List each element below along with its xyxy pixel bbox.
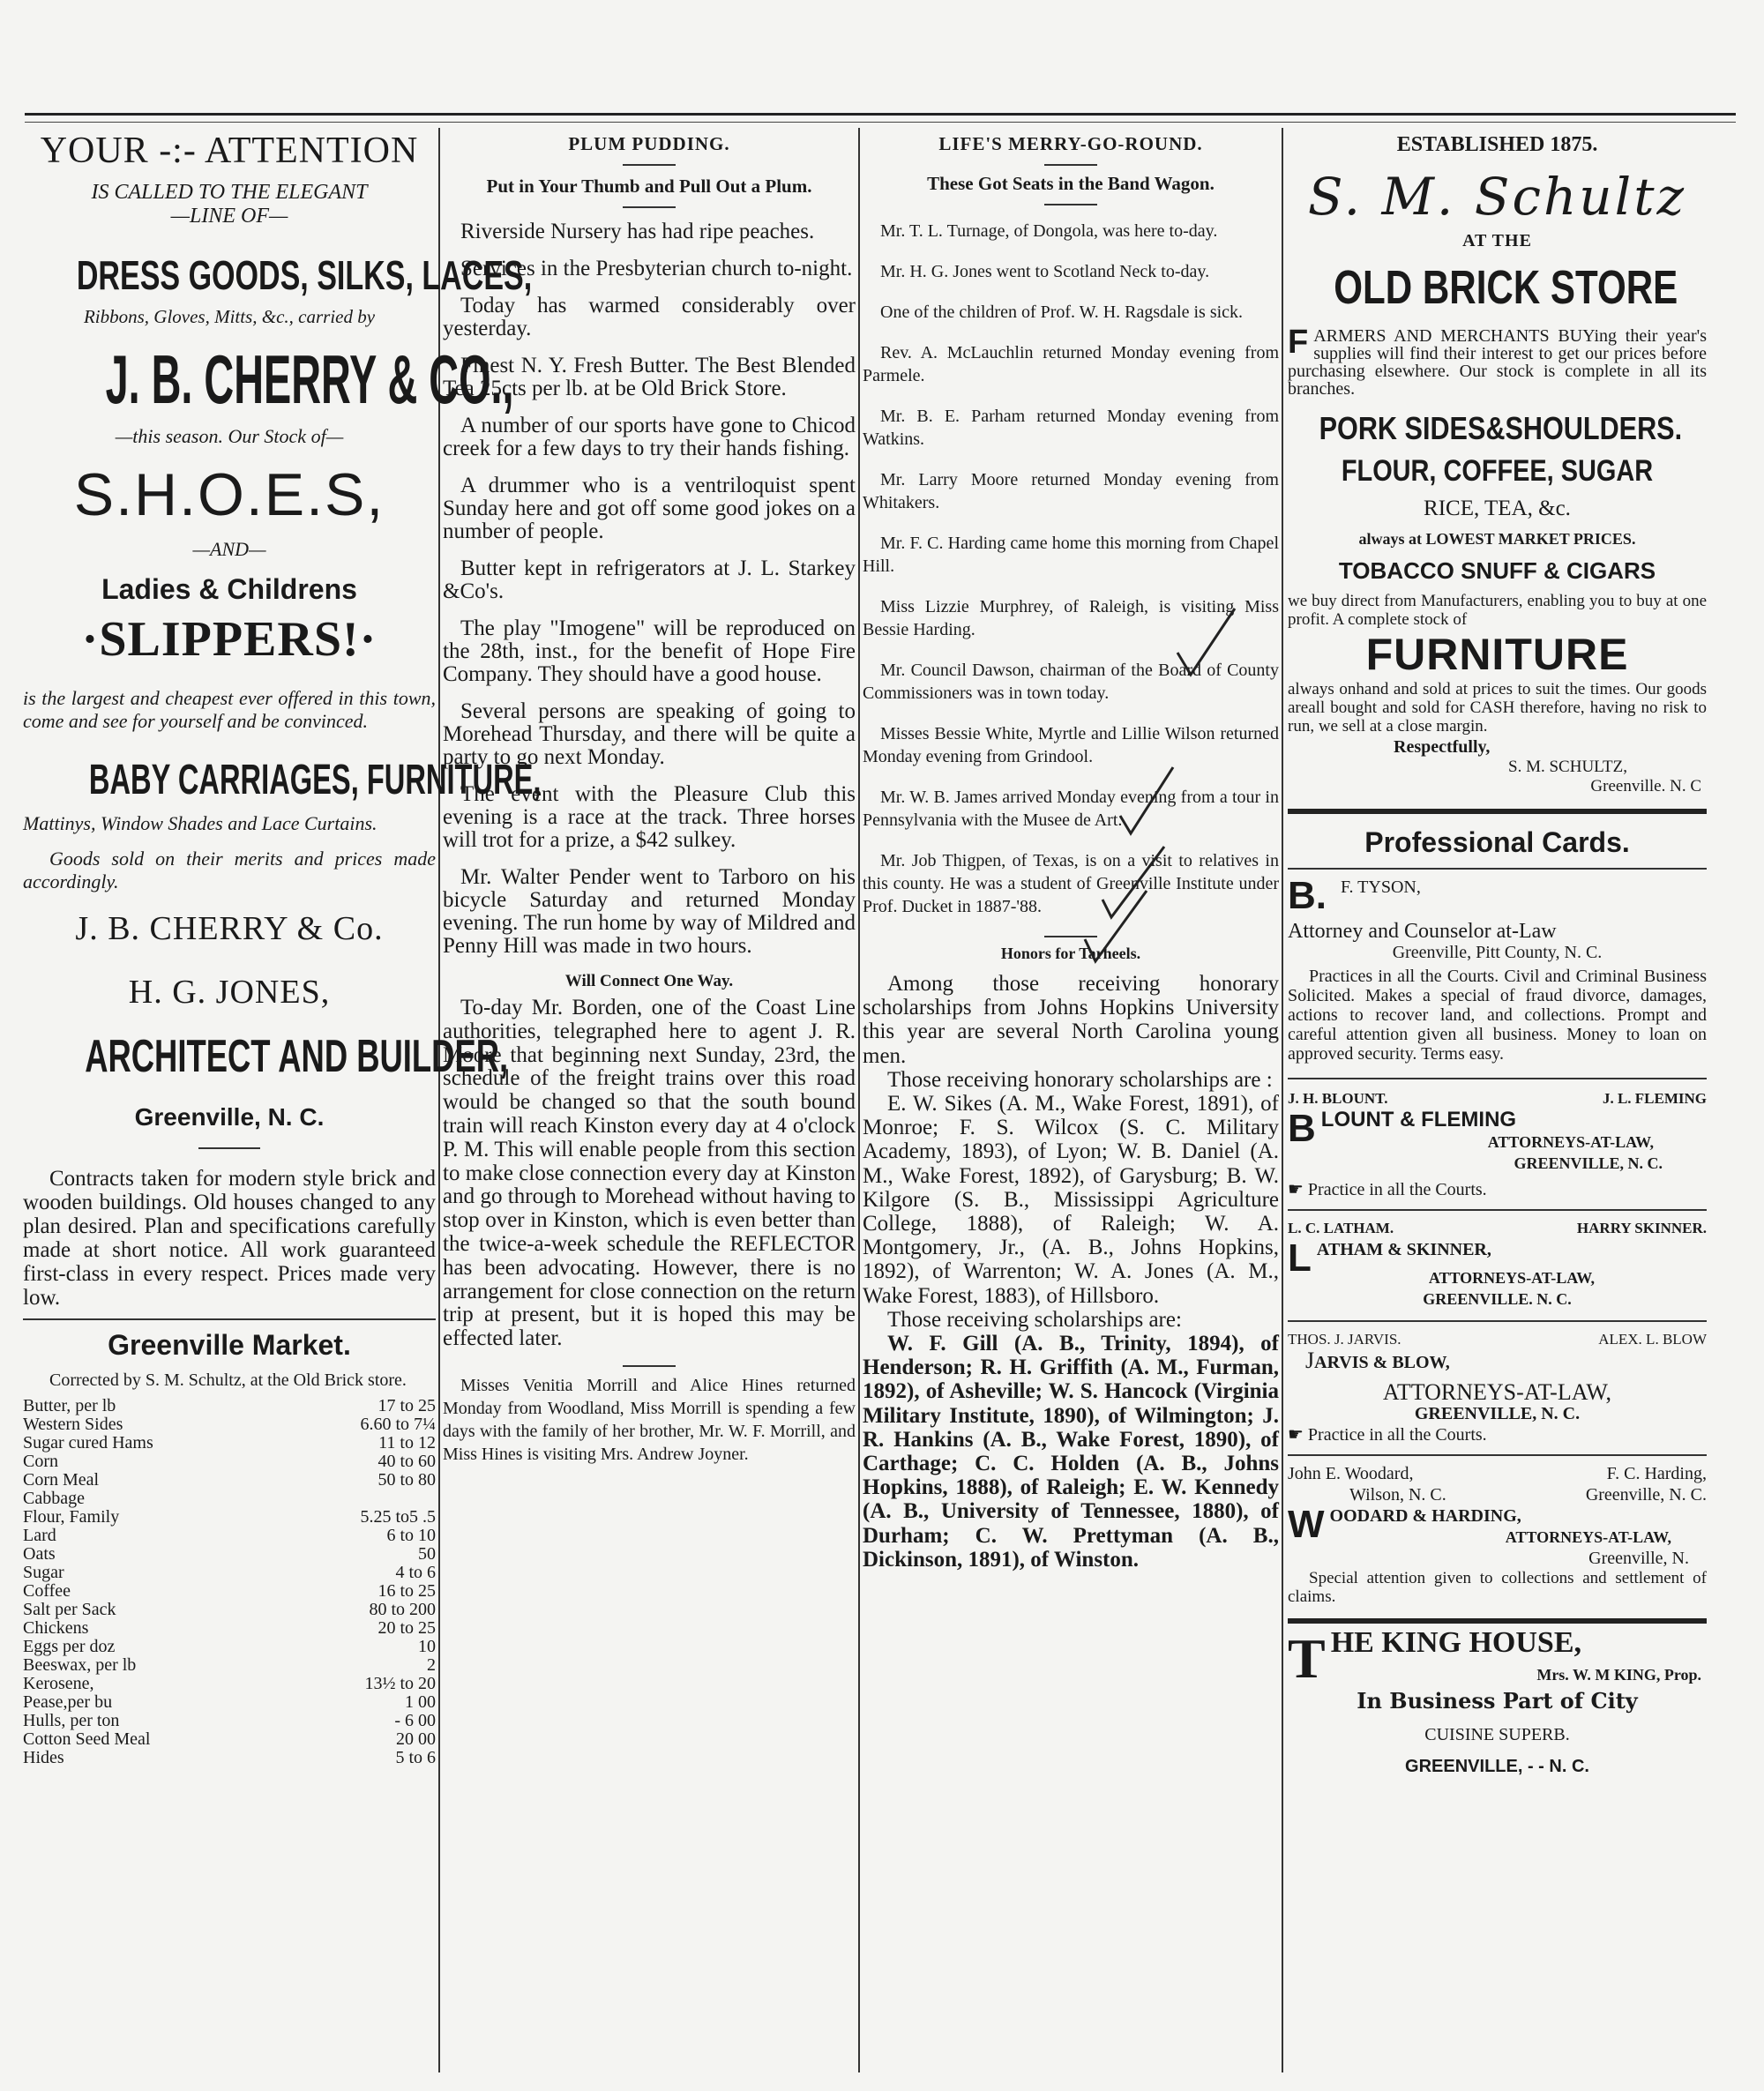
market-row [23,1656,436,1675]
personal-item: Mr. Job Thigpen, of Texas, is on a visit to relatives in this county. He was a student of Greenville Institute under Prof. Ducket in 1887-'88. [863,851,1279,916]
column-divider [438,128,440,2072]
plum-item: Finest N. Y. Fresh Butter. The Best Blended Tea 25cts per lb. at be Old Brick Store. [443,354,856,400]
market-row [23,1582,436,1601]
ad-subline: IS CALLED TO THE ELEGANT [91,181,368,204]
market-price: 2 [427,1655,436,1675]
column-plum-pudding [443,128,856,2081]
personal-item: Mr. T. L. Turnage, of Dongola, was here to-day. [880,221,1218,241]
honors-para-4: Those receiving scholarships are: [887,1307,1182,1332]
plum-item: Services in the Presbyterian church to-night. [460,257,853,280]
always-lowest-line: always at LOWEST MARKET PRICES. [1358,530,1636,548]
market-row [23,1619,436,1638]
personal-item: One of the children of Prof. W. H. Ragsdale is sick. [880,302,1244,322]
plum-item: A number of our sports have gone to Chicod creek for a few days to try their hands fishing. [443,414,856,460]
dress-goods-heading: DRESS GOODS, SILKS, LACES, [76,252,533,298]
market-row [23,1712,436,1730]
old-brick-store-heading: OLD BRICK STORE [1334,261,1678,314]
column-divider [1282,128,1283,2072]
market-row [23,1730,436,1749]
pencil-checkmarks [1076,547,1305,1041]
market-price: 20 to 25 [377,1618,436,1638]
personal-item: Mr. H. G. Jones went to Scotland Neck to-day. [880,262,1210,281]
honors-title: Honors for Tarheels. [1000,945,1141,962]
market-price: 6.60 to 7¼ [360,1415,436,1434]
schultz-signature: S. M. SCHULTZ, [1508,758,1627,776]
market-item: Corn [23,1452,58,1471]
section-title: LIFE'S MERRY-GO-ROUND. [938,133,1203,154]
market-item: Hulls, per ton [23,1711,120,1730]
market-item: Sugar [23,1563,64,1582]
honors-para-3: E. W. Sikes (A. M., Wake Forest, 1891), of Monroe; F. S. Wilcox (S. C. Military Academy, 1893), of Lyon; W. B. Daniel (A. M., Wake Forest, 1892), of Garysburg; B. W. Kilgore (S. B., Mississippi Agriculture College, 1888), of Raleigh; W. A. Montgomery, Jr., (A. B., Johns Hopkins, 1892), of Warrenton; W. A. Jones (A. M., Wake Forest, 1883), of Hillsboro. [863,1092,1279,1308]
market-row [23,1675,436,1693]
plum-item: The play "Imogene" will be reproduced on the 28th, inst., for the benefit of Hope Fire Company. They should have a good house. [443,616,856,686]
market-row [23,1508,436,1527]
tyson-card: B. F. TYSON, Attorney and Counselor at-Law Greenville, Pitt County, N. C. Practices in all the Courts. Civil and Criminal Business Solicited. Makes a special of fraud divorce, damages, actions to recover land, and collections. Prompt and careful attention given all business. Money to loan on approved security. Terms easy. [1288,874,1707,1064]
market-row [23,1601,436,1619]
established-line: ESTABLISHED 1875. [1396,133,1598,156]
architect-builder-heading: ARCHITECT AND BUILDER, [85,1031,509,1082]
market-row [23,1415,436,1434]
slippers-heading: ·SLIPPERS!· [81,612,377,667]
market-price: 13½ to 20 [364,1674,436,1693]
personal-item: Rev. A. McLauchlin returned Monday evening from Parmele. [863,343,1279,385]
divider [23,1318,436,1320]
market-row [23,1564,436,1582]
top-rule-thin [25,122,1736,123]
plum-item: Mr. Walter Pender went to Tarboro on his bicycle Saturday and returned Monday evening. The run home by way of Mildred and Penny Hill was made in two hours. [443,865,856,958]
market-item: Western Sides [23,1415,123,1434]
plum-items [443,220,856,958]
honors-para-1: Among those receiving honorary scholarships from Johns Hopkins University this year are several North Carolina young men. [863,972,1279,1068]
cherry-co-heading: J. B. CHERRY & CO., [105,340,514,418]
column-merry-go-round [863,128,1279,2081]
market-price: - 6 00 [394,1711,436,1730]
furniture-heading: FURNITURE [1365,630,1629,679]
divider [1288,809,1707,814]
ladies-childrens: Ladies & Childrens [101,573,357,605]
cherry-signature: J. B. CHERRY & Co. [75,910,384,947]
divider [1288,868,1707,870]
plum-item: The event with the Pleasure Club this evening is a race at the track. Three horses will trot for a prize, a $42 sulkey. [443,782,856,852]
buy-direct-text: we buy direct from Manufacturers, enabling you to buy at one profit. A complete stock of [1288,592,1707,629]
divider [198,1147,260,1149]
and-line: —AND— [192,538,266,560]
personal-item: Mr. Larry Moore returned Monday evening from Whitakers. [863,470,1279,512]
personal-item: Mr. Council Dawson, chairman of the Board of County Commissioners was in town today. [863,661,1279,703]
market-item: Corn Meal [23,1470,100,1490]
section-subtitle: Put in Your Thumb and Pull Out a Plum. [486,175,812,197]
market-row [23,1434,436,1452]
honors-para-2: Those receiving honorary scholarships are : [887,1067,1273,1092]
blount-card: J. H. BLOUNT. J. L. FLEMING BLOUNT & FLEMING ATTORNEYS-AT-LAW, GREENVILLE, N. C. ☛ Practice in all the Courts. [1288,1090,1707,1199]
pork-heading: PORK SIDES&SHOULDERS. [1319,410,1683,446]
plum-item: Today has warmed considerably over yesterday. [443,294,856,340]
divider [1288,1209,1707,1211]
flour-heading: FLOUR, COFFEE, SUGAR [1341,454,1654,488]
king-house-card: THE KING HOUSE, Mrs. W. M KING, Prop. In Business Part of City CUISINE SUPERB. GREENVILLE, - - N. C. [1288,1626,1701,1776]
plum-item: Butter kept in refrigerators at J. L. Starkey &Co's. [443,556,856,603]
at-the-line: AT THE [1462,231,1532,250]
ad-headline: YOUR -:- ATTENTION [40,131,419,171]
market-item: Pease,per bu [23,1692,113,1712]
borden-article: To-day Mr. Borden, one of the Coast Line authorities, telegraphed here to agent J. R. Moore that beginning next Sunday, 23rd, the schedule of the freight trains over this road would be changed so that the south bound train will reach Kinston every day at 4 o'clock P. M. This will enable people from this section to make close connection every day at Kinston and go through to Morehead without having to stop over in Kinston, which is even better than the twice-a-week schedule the REFLECTOR has been advocating. However, there is no arrangement for close connection on the return trip at present, but it is hoped this may be effected later. [443,996,856,1351]
section-subtitle: These Got Seats in the Band Wagon. [927,173,1215,194]
market-row [23,1452,436,1471]
schultz-script-logo: S. M. Schultz [1307,167,1687,227]
section-title: PLUM PUDDING. [568,133,730,154]
market-price: 17 to 25 [377,1396,436,1415]
always-onhand-text: always onhand and sold at prices to suit the times. Our goods areall bought and sold for CASH therefore, having no risk to run, we sell at a close margin. [1288,680,1707,736]
goods-sold-line: Goods sold on their merits and prices made accordingly. [23,848,436,892]
market-price: 4 to 6 [395,1563,436,1582]
this-season-line: —this season. Our Stock of— [115,425,344,447]
divider [623,164,676,166]
divider [1288,1320,1707,1322]
market-price: 40 to 60 [377,1452,436,1471]
market-price: 6 to 10 [386,1526,436,1545]
jarvis-card: THOS. J. JARVIS. ALEX. L. BLOW JARVIS & BLOW, ATTORNEYS-AT-LAW, GREENVILLE, N. C. ☛ Practice in all the Courts. [1288,1331,1707,1445]
professional-cards-title: Professional Cards. [1364,826,1630,858]
market-row [23,1397,436,1415]
plum-item: Several persons are speaking of going to Morehead Thursday, and there will be quite a party to go next Monday. [443,699,856,769]
market-row [23,1638,436,1656]
largest-cheapest: is the largest and cheapest ever offered in this town, come and see for yourself and be convinced. [23,687,436,732]
market-item: Flour, Family [23,1507,120,1527]
market-row [23,1527,436,1545]
ad-line-of: —LINE OF— [170,205,288,228]
personal-item: Mr. W. B. James arrived Monday evening from a tour in Pennsylvania with the Musee de Art. [863,788,1279,830]
market-price: 5.25 to5 .5 [360,1507,436,1527]
jones-name: H. G. JONES, [128,974,331,1011]
market-item: Salt per Sack [23,1600,116,1619]
divider [623,1365,676,1367]
divider [1288,1618,1707,1624]
honors-para-5: W. F. Gill (A. B., Trinity, 1894), of Henderson; R. H. Griffith (A. M., Furman, 1892), of Asheville; W. S. Hancock (Virginia Military Institute, 1890), of Wilmington; J. R. Hankins (A. B., Wake Forest, 1890), of Carthage; C. C. Holden (A. B., Johns Hopkins, 1888), of Raleigh; E. W. Kennedy (A. B., University of Tennessee, 1880), of Durham; C. W. Prettyman (A. B., Dickinson, 1891), of Winston. [863,1332,1279,1572]
column-cherry-ad [23,128,542,2081]
contracts-text: Contracts taken for modern style brick and wooden buildings. Old houses changed to any plan desired. Plan and specifications carefully made at short notice. All work guaranteed first-class in every respect. Prices made very low. [23,1167,436,1310]
baby-carriages-heading: BABY CARRIAGES, FURNITURE, [88,757,542,803]
market-row [23,1693,436,1712]
market-price: 50 [418,1544,436,1564]
market-item: Butter, per lb [23,1396,116,1415]
market-item: Coffee [23,1581,71,1601]
market-price: 10 [418,1637,436,1656]
market-price: 16 to 25 [377,1581,436,1601]
market-table [23,1397,436,1767]
schultz-place: Greenville. N. C [1590,777,1701,795]
market-price: 50 to 80 [377,1470,436,1490]
market-item: Cotton Seed Meal [23,1729,151,1749]
personal-item: Misses Bessie White, Myrtle and Lillie Wilson returned Monday evening from Grindool. [863,724,1279,766]
market-title: Greenville Market. [108,1329,351,1361]
column-divider [858,128,860,2072]
personal-item: Mr. F. C. Harding came home this morning from Chapel Hill. [863,534,1279,576]
market-price: 1 00 [405,1692,436,1712]
greenville-line: Greenville, N. C. [134,1103,325,1131]
tobacco-heading: TOBACCO SNUFF & CIGARS [1338,557,1656,584]
market-item: Kerosene, [23,1674,94,1693]
divider [623,206,676,208]
column-schultz-cards [1288,128,1707,2081]
market-price: 5 to 6 [395,1748,436,1767]
drop-cap: F [1288,324,1309,361]
market-row [23,1471,436,1490]
divider [1044,164,1097,166]
divider [1044,204,1097,205]
market-row [23,1749,436,1767]
market-item: Oats [23,1544,56,1564]
ribbons-line: Ribbons, Gloves, Mitts, &c., carried by [83,306,376,327]
shoes-heading: S.H.O.E.S, [73,461,385,528]
market-price: 20 00 [396,1729,436,1749]
connect-title: Will Connect One Way. [564,972,734,990]
market-price: 80 to 200 [369,1600,436,1619]
farmers-text: FARMERS AND MERCHANTS BUYing their year's supplies will find their interest to get our prices before purchasing elsewhere. Our stock is complete in all its branches. [1288,324,1707,399]
divider [1288,1454,1707,1456]
divider [1288,1078,1707,1079]
market-item: Beeswax, per lb [23,1655,137,1675]
market-item: Lard [23,1526,56,1545]
market-item: Eggs per doz [23,1637,116,1656]
respectfully: Respectfully, [1394,737,1491,757]
top-rule [25,113,1736,116]
plum-item: Riverside Nursery has had ripe peaches. [460,220,815,243]
personal-item: Mr. B. E. Parham returned Monday evening from Watkins. [863,407,1279,449]
market-item: Sugar cured Hams [23,1433,153,1452]
market-row [23,1545,436,1564]
rice-tea-line: RICE, TEA, &c. [1424,497,1571,520]
personal-item: Miss Lizzie Murphrey, of Raleigh, is visiting Miss Bessie Harding. [863,597,1279,639]
latham-card: L. C. LATHAM. HARRY SKINNER. LATHAM & SKINNER, ATTORNEYS-AT-LAW, GREENVILLE. N. C. [1288,1220,1707,1308]
market-item: Hides [23,1748,64,1767]
market-price: 11 to 12 [378,1433,436,1452]
mattings-line: Mattinys, Window Shades and Lace Curtains. [23,812,377,834]
plum-item: A drummer who is a ventriloquist spent Sunday here and got off some good jokes on a number of people. [443,474,856,543]
misses-article: Misses Venitia Morrill and Alice Hines returned Monday from Woodland, Miss Morrill is spending a few days with the family of her brother, Mr. W. F. Morrill, and Miss Hines is visiting Mrs. Andrew Joyner. [443,1375,856,1464]
market-item: Chickens [23,1618,89,1638]
market-row [23,1490,436,1508]
market-item: Cabbage [23,1489,85,1508]
woodard-card: John E. Woodard, F. C. Harding, Wilson, N. C. Greenville, N. C. WOODARD & HARDING, ATTORNEYS-AT-LAW, Greenville, N. Special attention given to collections and settlement of claims. [1288,1464,1707,1606]
market-note: Corrected by S. M. Schultz, at the Old Brick store. [49,1370,407,1390]
